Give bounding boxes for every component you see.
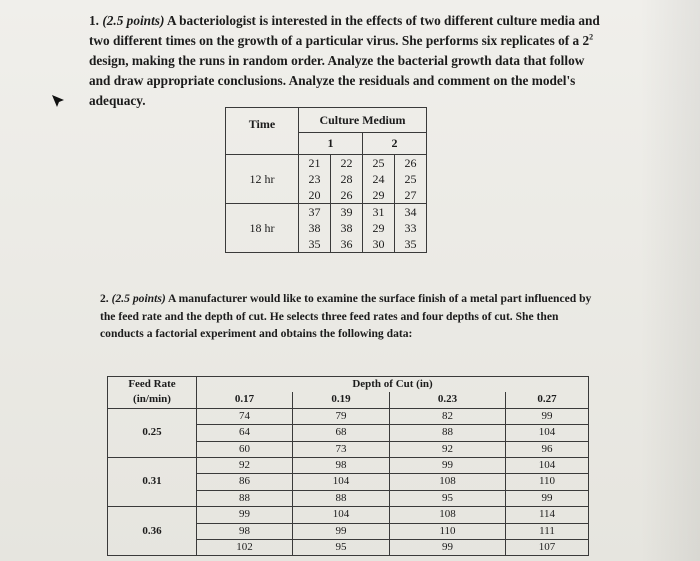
cell: 27 bbox=[395, 187, 427, 204]
cell: 92 bbox=[197, 458, 293, 474]
culture-medium-table bbox=[225, 107, 427, 253]
surface-finish-table bbox=[107, 376, 589, 556]
cell: 107 bbox=[506, 540, 589, 556]
cell: 64 bbox=[197, 425, 293, 441]
cell: 104 bbox=[293, 507, 390, 523]
cell: 74 bbox=[197, 408, 293, 424]
depth-1: 0.19 bbox=[293, 392, 390, 408]
cell: 23 bbox=[299, 171, 331, 187]
cell: 108 bbox=[390, 474, 506, 490]
cell: 25 bbox=[395, 171, 427, 187]
medium-level-2: 2 bbox=[363, 132, 427, 154]
cell: 68 bbox=[293, 425, 390, 441]
cell: 102 bbox=[197, 540, 293, 556]
cell: 24 bbox=[363, 171, 395, 187]
depth-2: 0.23 bbox=[390, 392, 506, 408]
feed-0.36-label: 0.36 bbox=[108, 507, 197, 556]
question-1-superscript: 2 bbox=[589, 32, 594, 42]
cell: 33 bbox=[395, 220, 427, 236]
cell: 104 bbox=[506, 458, 589, 474]
cell: 60 bbox=[197, 441, 293, 457]
cell: 99 bbox=[506, 408, 589, 424]
cell: 96 bbox=[506, 441, 589, 457]
question-1 bbox=[89, 11, 604, 111]
cell: 114 bbox=[506, 507, 589, 523]
cell: 25 bbox=[363, 155, 395, 172]
cell: 21 bbox=[299, 155, 331, 172]
depth-0: 0.17 bbox=[197, 392, 293, 408]
question-1-text-b: design, making the runs in random order. Analyze the bacterial growth data that follow and draw appropriate conclusions. Analyze the residuals and comment on the model's adequacy. bbox=[89, 53, 585, 108]
time-12hr-label: 12 hr bbox=[226, 171, 299, 187]
medium-level-1: 1 bbox=[299, 132, 363, 154]
mouse-cursor-icon bbox=[50, 93, 66, 109]
cell: 26 bbox=[395, 155, 427, 172]
cell: 82 bbox=[390, 408, 506, 424]
cell: 34 bbox=[395, 204, 427, 221]
question-2-number: 2. bbox=[100, 292, 109, 305]
cell: 73 bbox=[293, 441, 390, 457]
cell: 99 bbox=[506, 490, 589, 506]
cell: 110 bbox=[390, 523, 506, 539]
cell: 88 bbox=[293, 490, 390, 506]
cell: 35 bbox=[395, 236, 427, 253]
cell: 31 bbox=[363, 204, 395, 221]
cell: 98 bbox=[197, 523, 293, 539]
cell: 99 bbox=[390, 540, 506, 556]
culture-medium-header: Culture Medium bbox=[299, 108, 427, 133]
cell: 30 bbox=[363, 236, 395, 253]
cell: 99 bbox=[293, 523, 390, 539]
cell: 20 bbox=[299, 187, 331, 204]
cell: 38 bbox=[331, 220, 363, 236]
cell: 37 bbox=[299, 204, 331, 221]
time-18hr-label: 18 hr bbox=[226, 220, 299, 236]
cell: 95 bbox=[390, 490, 506, 506]
cell: 98 bbox=[293, 458, 390, 474]
feed-0.25-label: 0.25 bbox=[108, 408, 197, 457]
cell: 88 bbox=[197, 490, 293, 506]
question-1-number: 1. bbox=[89, 13, 99, 28]
cell: 88 bbox=[390, 425, 506, 441]
cell: 29 bbox=[363, 187, 395, 204]
question-2-points: (2.5 points) bbox=[111, 292, 166, 305]
cell: 104 bbox=[293, 474, 390, 490]
question-2-text: A manufacturer would like to examine the surface finish of a metal part influenced by the feed rate and the depth of cut. He selects three feed rates and four depths of cut. She then conducts a factorial experiment and obtains the following data: bbox=[100, 292, 592, 340]
cell: 99 bbox=[390, 458, 506, 474]
cell: 108 bbox=[390, 507, 506, 523]
cell: 22 bbox=[331, 155, 363, 172]
cell: 79 bbox=[293, 408, 390, 424]
cell: 86 bbox=[197, 474, 293, 490]
question-1-text-a: A bacteriologist is interested in the effects of two different culture media and two different times on the growth of a particular virus. She performs six replicates of a 2 bbox=[89, 13, 600, 48]
depth-of-cut-header: Depth of Cut (in) bbox=[197, 377, 589, 393]
cell: 28 bbox=[331, 171, 363, 187]
depth-3: 0.27 bbox=[506, 392, 589, 408]
cell: 92 bbox=[390, 441, 506, 457]
cell: 36 bbox=[331, 236, 363, 253]
cell: 29 bbox=[363, 220, 395, 236]
time-header: Time bbox=[226, 108, 299, 155]
feed-0.31-label: 0.31 bbox=[108, 458, 197, 507]
cell: 26 bbox=[331, 187, 363, 204]
cell: 104 bbox=[506, 425, 589, 441]
feed-rate-header: Feed Rate bbox=[108, 377, 197, 393]
cell: 35 bbox=[299, 236, 331, 253]
question-1-points: (2.5 points) bbox=[102, 13, 165, 28]
cell: 38 bbox=[299, 220, 331, 236]
cell: 99 bbox=[197, 507, 293, 523]
cell: 111 bbox=[506, 523, 589, 539]
question-2 bbox=[100, 290, 595, 343]
cell: 110 bbox=[506, 474, 589, 490]
cell: 39 bbox=[331, 204, 363, 221]
cell: 95 bbox=[293, 540, 390, 556]
feed-rate-units: (in/min) bbox=[108, 392, 197, 408]
